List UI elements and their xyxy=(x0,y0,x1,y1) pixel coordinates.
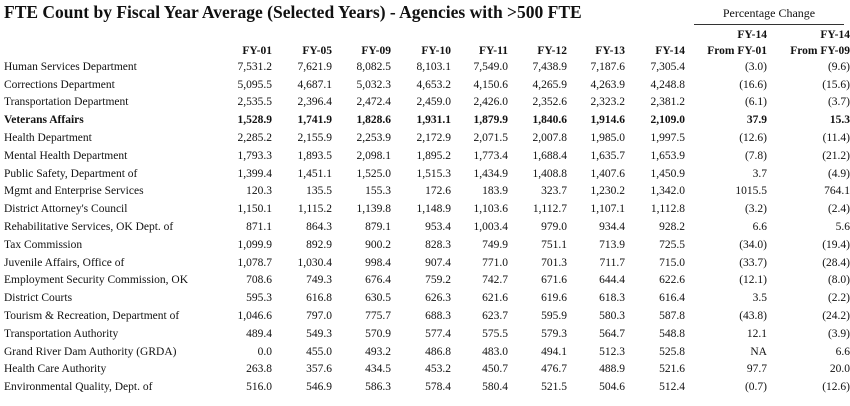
fte-value-cell: 4,248.8 xyxy=(650,78,685,91)
percent-change-cell: (12.6) xyxy=(822,381,850,394)
fte-value-cell: 8,103.1 xyxy=(416,60,451,73)
fte-value-cell: 5,095.5 xyxy=(237,78,272,91)
fte-value-cell: 8,082.5 xyxy=(356,60,391,73)
fte-value-cell: 1,150.1 xyxy=(237,203,272,216)
fte-value-cell: 892.9 xyxy=(306,238,332,251)
fte-value-cell: 1,003.4 xyxy=(473,221,508,234)
fte-value-cell: 1,653.9 xyxy=(650,149,685,162)
percent-change-cell: 5.6 xyxy=(835,221,850,234)
fte-value-cell: 183.9 xyxy=(482,185,508,198)
percent-change-cell: (21.2) xyxy=(822,149,850,162)
percent-change-cell: (4.9) xyxy=(827,167,850,180)
fte-value-cell: 155.3 xyxy=(365,185,391,198)
fte-value-cell: 711.7 xyxy=(599,256,625,269)
header-cell xyxy=(216,28,272,42)
agency-name-cell: Veterans Affairs xyxy=(4,114,84,127)
fte-value-cell: 622.6 xyxy=(659,274,685,287)
fte-value-cell: 1,078.7 xyxy=(237,256,272,269)
percent-change-cell: (12.1) xyxy=(739,274,767,287)
fte-value-cell: 546.9 xyxy=(306,381,332,394)
header-cell: From FY-01 xyxy=(707,45,767,57)
fte-value-cell: 907.4 xyxy=(425,256,451,269)
header-cell xyxy=(508,28,567,42)
fte-value-cell: 2,285.2 xyxy=(237,132,272,145)
table-row xyxy=(0,325,850,343)
fte-value-cell: 1,030.4 xyxy=(297,256,332,269)
fte-value-cell: 2,472.4 xyxy=(356,96,391,109)
header-cell xyxy=(625,28,685,42)
percent-change-cell: (3.0) xyxy=(744,60,767,73)
fte-value-cell: 1,148.9 xyxy=(416,203,451,216)
fte-value-cell: 587.8 xyxy=(659,310,685,323)
percent-change-cell: (19.4) xyxy=(822,238,850,251)
fte-value-cell: 1,528.9 xyxy=(237,114,272,127)
fte-value-cell: 1,450.9 xyxy=(650,167,685,180)
fte-value-cell: 715.0 xyxy=(659,256,685,269)
agency-name-cell: Environmental Quality, Dept. of xyxy=(4,381,153,394)
fte-value-cell: 1,893.5 xyxy=(297,149,332,162)
fte-value-cell: 0.0 xyxy=(257,345,272,358)
agency-name-cell: Juvenile Affairs, Office of xyxy=(4,256,125,269)
fte-value-cell: 7,549.0 xyxy=(473,60,508,73)
header-cell: FY-10 xyxy=(421,45,451,57)
percent-change-cell: 6.6 xyxy=(835,345,850,358)
percent-change-cell: 15.3 xyxy=(829,114,850,127)
fte-value-cell: 2,098.1 xyxy=(356,149,391,162)
fte-value-cell: 577.4 xyxy=(425,327,451,340)
percent-change-cell: (15.6) xyxy=(822,78,850,91)
fte-value-cell: 4,653.2 xyxy=(416,78,451,91)
header-row-top xyxy=(0,28,850,42)
header-cell: From FY-09 xyxy=(790,45,850,57)
table-row xyxy=(0,58,850,76)
fte-value-cell: 759.2 xyxy=(425,274,451,287)
fte-value-cell: 621.6 xyxy=(482,292,508,305)
fte-value-cell: 575.5 xyxy=(482,327,508,340)
fte-value-cell: 616.8 xyxy=(306,292,332,305)
fte-value-cell: 1,408.8 xyxy=(532,167,567,180)
fte-value-cell: 1,099.9 xyxy=(237,238,272,251)
agency-name-cell: District Courts xyxy=(4,292,73,305)
table-row xyxy=(0,236,850,254)
percent-change-cell: (12.6) xyxy=(739,132,767,145)
agency-name-cell: Health Care Authority xyxy=(4,363,107,376)
agency-name-cell: Corrections Department xyxy=(4,78,115,91)
fte-value-cell: 934.4 xyxy=(599,221,625,234)
agency-name-cell: Transportation Authority xyxy=(4,327,119,340)
fte-value-cell: 323.7 xyxy=(541,185,567,198)
table-row xyxy=(0,361,850,379)
fte-value-cell: 676.4 xyxy=(365,274,391,287)
percent-change-cell: (2.2) xyxy=(827,292,850,305)
agency-name-cell: Transportation Department xyxy=(4,96,129,109)
fte-value-cell: 623.7 xyxy=(482,310,508,323)
fte-value-cell: 618.3 xyxy=(599,292,625,305)
fte-value-cell: 725.5 xyxy=(659,238,685,251)
agency-name-cell: Human Services Department xyxy=(4,60,137,73)
fte-value-cell: 1,985.0 xyxy=(590,132,625,145)
fte-value-cell: 512.3 xyxy=(599,345,625,358)
fte-value-cell: 864.3 xyxy=(306,221,332,234)
fte-value-cell: 483.0 xyxy=(482,345,508,358)
fte-value-cell: 455.0 xyxy=(306,345,332,358)
fte-value-cell: 2,109.0 xyxy=(650,114,685,127)
fte-value-cell: 713.9 xyxy=(599,238,625,251)
percent-change-cell: (3.7) xyxy=(827,96,850,109)
fte-value-cell: 2,459.0 xyxy=(416,96,451,109)
fte-value-cell: 493.2 xyxy=(365,345,391,358)
fte-value-cell: 2,155.9 xyxy=(297,132,332,145)
fte-value-cell: 4,687.1 xyxy=(297,78,332,91)
fte-value-cell: 775.7 xyxy=(365,310,391,323)
fte-value-cell: 521.6 xyxy=(659,363,685,376)
fte-value-cell: 2,352.6 xyxy=(532,96,567,109)
percent-change-cell: 37.9 xyxy=(746,114,767,127)
fte-value-cell: 579.3 xyxy=(541,327,567,340)
fte-value-cell: 1,434.9 xyxy=(473,167,508,180)
table-row xyxy=(0,289,850,307)
percentage-change-underline xyxy=(694,24,844,25)
header-cell xyxy=(332,28,391,42)
fte-value-cell: 2,323.2 xyxy=(590,96,625,109)
fte-value-cell: 900.2 xyxy=(365,238,391,251)
fte-value-cell: 1,103.6 xyxy=(473,203,508,216)
header-cell xyxy=(567,28,625,42)
fte-value-cell: 701.3 xyxy=(541,256,567,269)
fte-value-cell: 5,032.3 xyxy=(356,78,391,91)
fte-value-cell: 630.5 xyxy=(365,292,391,305)
percent-change-cell: 97.7 xyxy=(746,363,767,376)
fte-value-cell: 2,071.5 xyxy=(473,132,508,145)
table-body xyxy=(0,58,850,396)
fte-value-cell: 751.1 xyxy=(541,238,567,251)
table-row xyxy=(0,165,850,183)
table-row xyxy=(0,307,850,325)
fte-value-cell: 516.0 xyxy=(246,381,272,394)
fte-value-cell: 626.3 xyxy=(425,292,451,305)
fte-value-cell: 494.1 xyxy=(541,345,567,358)
fte-value-cell: 2,007.8 xyxy=(532,132,567,145)
fte-value-cell: 521.5 xyxy=(541,381,567,394)
fte-value-cell: 7,621.9 xyxy=(297,60,332,73)
table-row xyxy=(0,147,850,165)
header-cell xyxy=(272,28,332,42)
fte-value-cell: 1,525.0 xyxy=(356,167,391,180)
header-cell xyxy=(391,28,451,42)
percent-change-cell: NA xyxy=(750,345,767,358)
header-cell: FY-11 xyxy=(479,45,508,57)
fte-value-cell: 2,396.4 xyxy=(297,96,332,109)
fte-value-cell: 2,535.5 xyxy=(237,96,272,109)
fte-value-cell: 619.6 xyxy=(541,292,567,305)
table-row xyxy=(0,218,850,236)
percent-change-cell: 1015.5 xyxy=(735,185,767,198)
percent-change-cell: 3.7 xyxy=(752,167,767,180)
percent-change-cell: (3.9) xyxy=(827,327,850,340)
fte-value-cell: 1,879.9 xyxy=(473,114,508,127)
percent-change-cell: 20.0 xyxy=(829,363,850,376)
fte-value-cell: 1,139.8 xyxy=(356,203,391,216)
fte-value-cell: 7,187.6 xyxy=(590,60,625,73)
table-row xyxy=(0,254,850,272)
fte-value-cell: 450.7 xyxy=(482,363,508,376)
percent-change-cell: 12.1 xyxy=(746,327,767,340)
agency-name-cell: District Attorney's Council xyxy=(4,203,128,216)
fte-value-cell: 357.6 xyxy=(306,363,332,376)
agency-name-cell: Mgmt and Enterprise Services xyxy=(4,185,144,198)
header-cell xyxy=(0,42,216,58)
header-cell: FY-14 xyxy=(655,45,685,57)
table-row xyxy=(0,111,850,129)
table-row xyxy=(0,183,850,201)
fte-value-cell: 7,531.2 xyxy=(237,60,272,73)
table-row xyxy=(0,200,850,218)
fte-value-cell: 742.7 xyxy=(482,274,508,287)
percent-change-cell: (6.1) xyxy=(744,96,767,109)
fte-value-cell: 263.8 xyxy=(246,363,272,376)
agency-name-cell: Rehabilitative Services, OK Dept. of xyxy=(4,221,174,234)
fte-value-cell: 1,230.2 xyxy=(590,185,625,198)
table-row xyxy=(0,129,850,147)
fte-value-cell: 525.8 xyxy=(659,345,685,358)
fte-value-cell: 489.4 xyxy=(246,327,272,340)
fte-value-cell: 120.3 xyxy=(246,185,272,198)
page-title: FTE Count by Fiscal Year Average (Selected Years) - Agencies with >500 FTE xyxy=(4,2,582,22)
fte-value-cell: 1,107.1 xyxy=(590,203,625,216)
agency-name-cell: Grand River Dam Authority (GRDA) xyxy=(4,345,177,358)
fte-value-cell: 1,793.3 xyxy=(237,149,272,162)
header-cell: FY-13 xyxy=(595,45,625,57)
fte-value-cell: 1,407.6 xyxy=(590,167,625,180)
table-header xyxy=(0,28,850,58)
fte-value-cell: 616.4 xyxy=(659,292,685,305)
agency-name-cell: Public Safety, Department of xyxy=(4,167,138,180)
fte-value-cell: 797.0 xyxy=(306,310,332,323)
fte-value-cell: 512.4 xyxy=(659,381,685,394)
fte-table xyxy=(0,28,850,396)
fte-value-cell: 2,426.0 xyxy=(473,96,508,109)
header-cell xyxy=(0,28,216,42)
percentage-change-label: Percentage Change xyxy=(722,6,816,20)
header-row xyxy=(0,42,850,58)
fte-value-cell: 2,381.2 xyxy=(650,96,685,109)
fte-value-cell: 1,997.5 xyxy=(650,132,685,145)
fte-value-cell: 2,253.9 xyxy=(356,132,391,145)
fte-value-cell: 1,895.2 xyxy=(416,149,451,162)
fte-value-cell: 871.1 xyxy=(246,221,272,234)
fte-value-cell: 1,342.0 xyxy=(650,185,685,198)
fte-value-cell: 595.9 xyxy=(541,310,567,323)
fte-value-cell: 998.4 xyxy=(365,256,391,269)
fte-value-cell: 979.0 xyxy=(541,221,567,234)
fte-value-cell: 688.3 xyxy=(425,310,451,323)
fte-value-cell: 771.0 xyxy=(482,256,508,269)
fte-value-cell: 453.2 xyxy=(425,363,451,376)
fte-value-cell: 135.5 xyxy=(306,185,332,198)
fte-value-cell: 1,451.1 xyxy=(297,167,332,180)
fte-value-cell: 879.1 xyxy=(365,221,391,234)
fte-value-cell: 928.2 xyxy=(659,221,685,234)
header-cell: FY-14 xyxy=(737,29,767,41)
fte-value-cell: 4,265.9 xyxy=(532,78,567,91)
agency-name-cell: Employment Security Commission, OK xyxy=(4,274,188,287)
percent-change-cell: (11.4) xyxy=(822,132,850,145)
fte-value-cell: 644.4 xyxy=(599,274,625,287)
fte-value-cell: 1,688.4 xyxy=(532,149,567,162)
fte-value-cell: 4,263.9 xyxy=(590,78,625,91)
fte-value-cell: 1,399.4 xyxy=(237,167,272,180)
fte-value-cell: 1,840.6 xyxy=(532,114,567,127)
fte-value-cell: 7,305.4 xyxy=(650,60,685,73)
fte-value-cell: 1,046.6 xyxy=(237,310,272,323)
agency-name-cell: Tax Commission xyxy=(4,238,83,251)
percent-change-cell: 3.5 xyxy=(752,292,767,305)
fte-value-cell: 580.3 xyxy=(599,310,625,323)
percent-change-cell: (33.7) xyxy=(739,256,767,269)
percent-change-cell: (9.6) xyxy=(827,60,850,73)
fte-value-cell: 4,150.6 xyxy=(473,78,508,91)
fte-value-cell: 708.6 xyxy=(246,274,272,287)
percent-change-cell: (7.8) xyxy=(744,149,767,162)
table-row xyxy=(0,94,850,112)
fte-value-cell: 1,741.9 xyxy=(297,114,332,127)
percent-change-cell: (16.6) xyxy=(739,78,767,91)
fte-value-cell: 580.4 xyxy=(482,381,508,394)
percent-change-cell: (2.4) xyxy=(827,203,850,216)
fte-value-cell: 1,112.7 xyxy=(532,203,567,216)
fte-value-cell: 570.9 xyxy=(365,327,391,340)
fte-value-cell: 1,635.7 xyxy=(590,149,625,162)
table-row xyxy=(0,343,850,361)
header-cell: FY-05 xyxy=(302,45,332,57)
agency-name-cell: Mental Health Department xyxy=(4,149,128,162)
fte-value-cell: 828.3 xyxy=(425,238,451,251)
fte-value-cell: 488.9 xyxy=(599,363,625,376)
header-cell: FY-14 xyxy=(820,29,850,41)
fte-value-cell: 172.6 xyxy=(425,185,451,198)
fte-value-cell: 1,112.8 xyxy=(650,203,685,216)
percent-change-cell: 764.1 xyxy=(824,185,850,198)
table-row xyxy=(0,378,850,396)
fte-value-cell: 434.5 xyxy=(365,363,391,376)
header-cell: FY-01 xyxy=(242,45,272,57)
fte-value-cell: 549.3 xyxy=(306,327,332,340)
fte-value-cell: 564.7 xyxy=(599,327,625,340)
fte-value-cell: 1,931.1 xyxy=(416,114,451,127)
fte-value-cell: 1,773.4 xyxy=(473,149,508,162)
fte-value-cell: 548.8 xyxy=(659,327,685,340)
fte-value-cell: 578.4 xyxy=(425,381,451,394)
percent-change-cell: (34.0) xyxy=(739,238,767,251)
fte-value-cell: 671.6 xyxy=(541,274,567,287)
table-row xyxy=(0,76,850,94)
fte-value-cell: 486.8 xyxy=(425,345,451,358)
percent-change-cell: (3.2) xyxy=(744,203,767,216)
percent-change-cell: (8.0) xyxy=(827,274,850,287)
fte-value-cell: 504.6 xyxy=(599,381,625,394)
fte-value-cell: 953.4 xyxy=(425,221,451,234)
fte-value-cell: 1,115.2 xyxy=(297,203,332,216)
header-cell: FY-09 xyxy=(361,45,391,57)
fte-value-cell: 749.3 xyxy=(306,274,332,287)
fte-value-cell: 749.9 xyxy=(482,238,508,251)
fte-value-cell: 1,914.6 xyxy=(590,114,625,127)
percent-change-cell: (28.4) xyxy=(822,256,850,269)
table-row xyxy=(0,272,850,290)
fte-value-cell: 595.3 xyxy=(246,292,272,305)
fte-value-cell: 7,438.9 xyxy=(532,60,567,73)
fte-value-cell: 1,828.6 xyxy=(356,114,391,127)
fte-value-cell: 586.3 xyxy=(365,381,391,394)
header-cell: FY-12 xyxy=(537,45,567,57)
percent-change-cell: (0.7) xyxy=(744,381,767,394)
header-cell xyxy=(451,28,508,42)
fte-value-cell: 2,172.9 xyxy=(416,132,451,145)
fte-value-cell: 1,515.3 xyxy=(416,167,451,180)
percent-change-cell: 6.6 xyxy=(752,221,767,234)
percent-change-cell: (24.2) xyxy=(822,310,850,323)
fte-value-cell: 476.7 xyxy=(541,363,567,376)
agency-name-cell: Health Department xyxy=(4,132,92,145)
percent-change-cell: (43.8) xyxy=(739,310,767,323)
agency-name-cell: Tourism & Recreation, Department of xyxy=(4,310,180,323)
